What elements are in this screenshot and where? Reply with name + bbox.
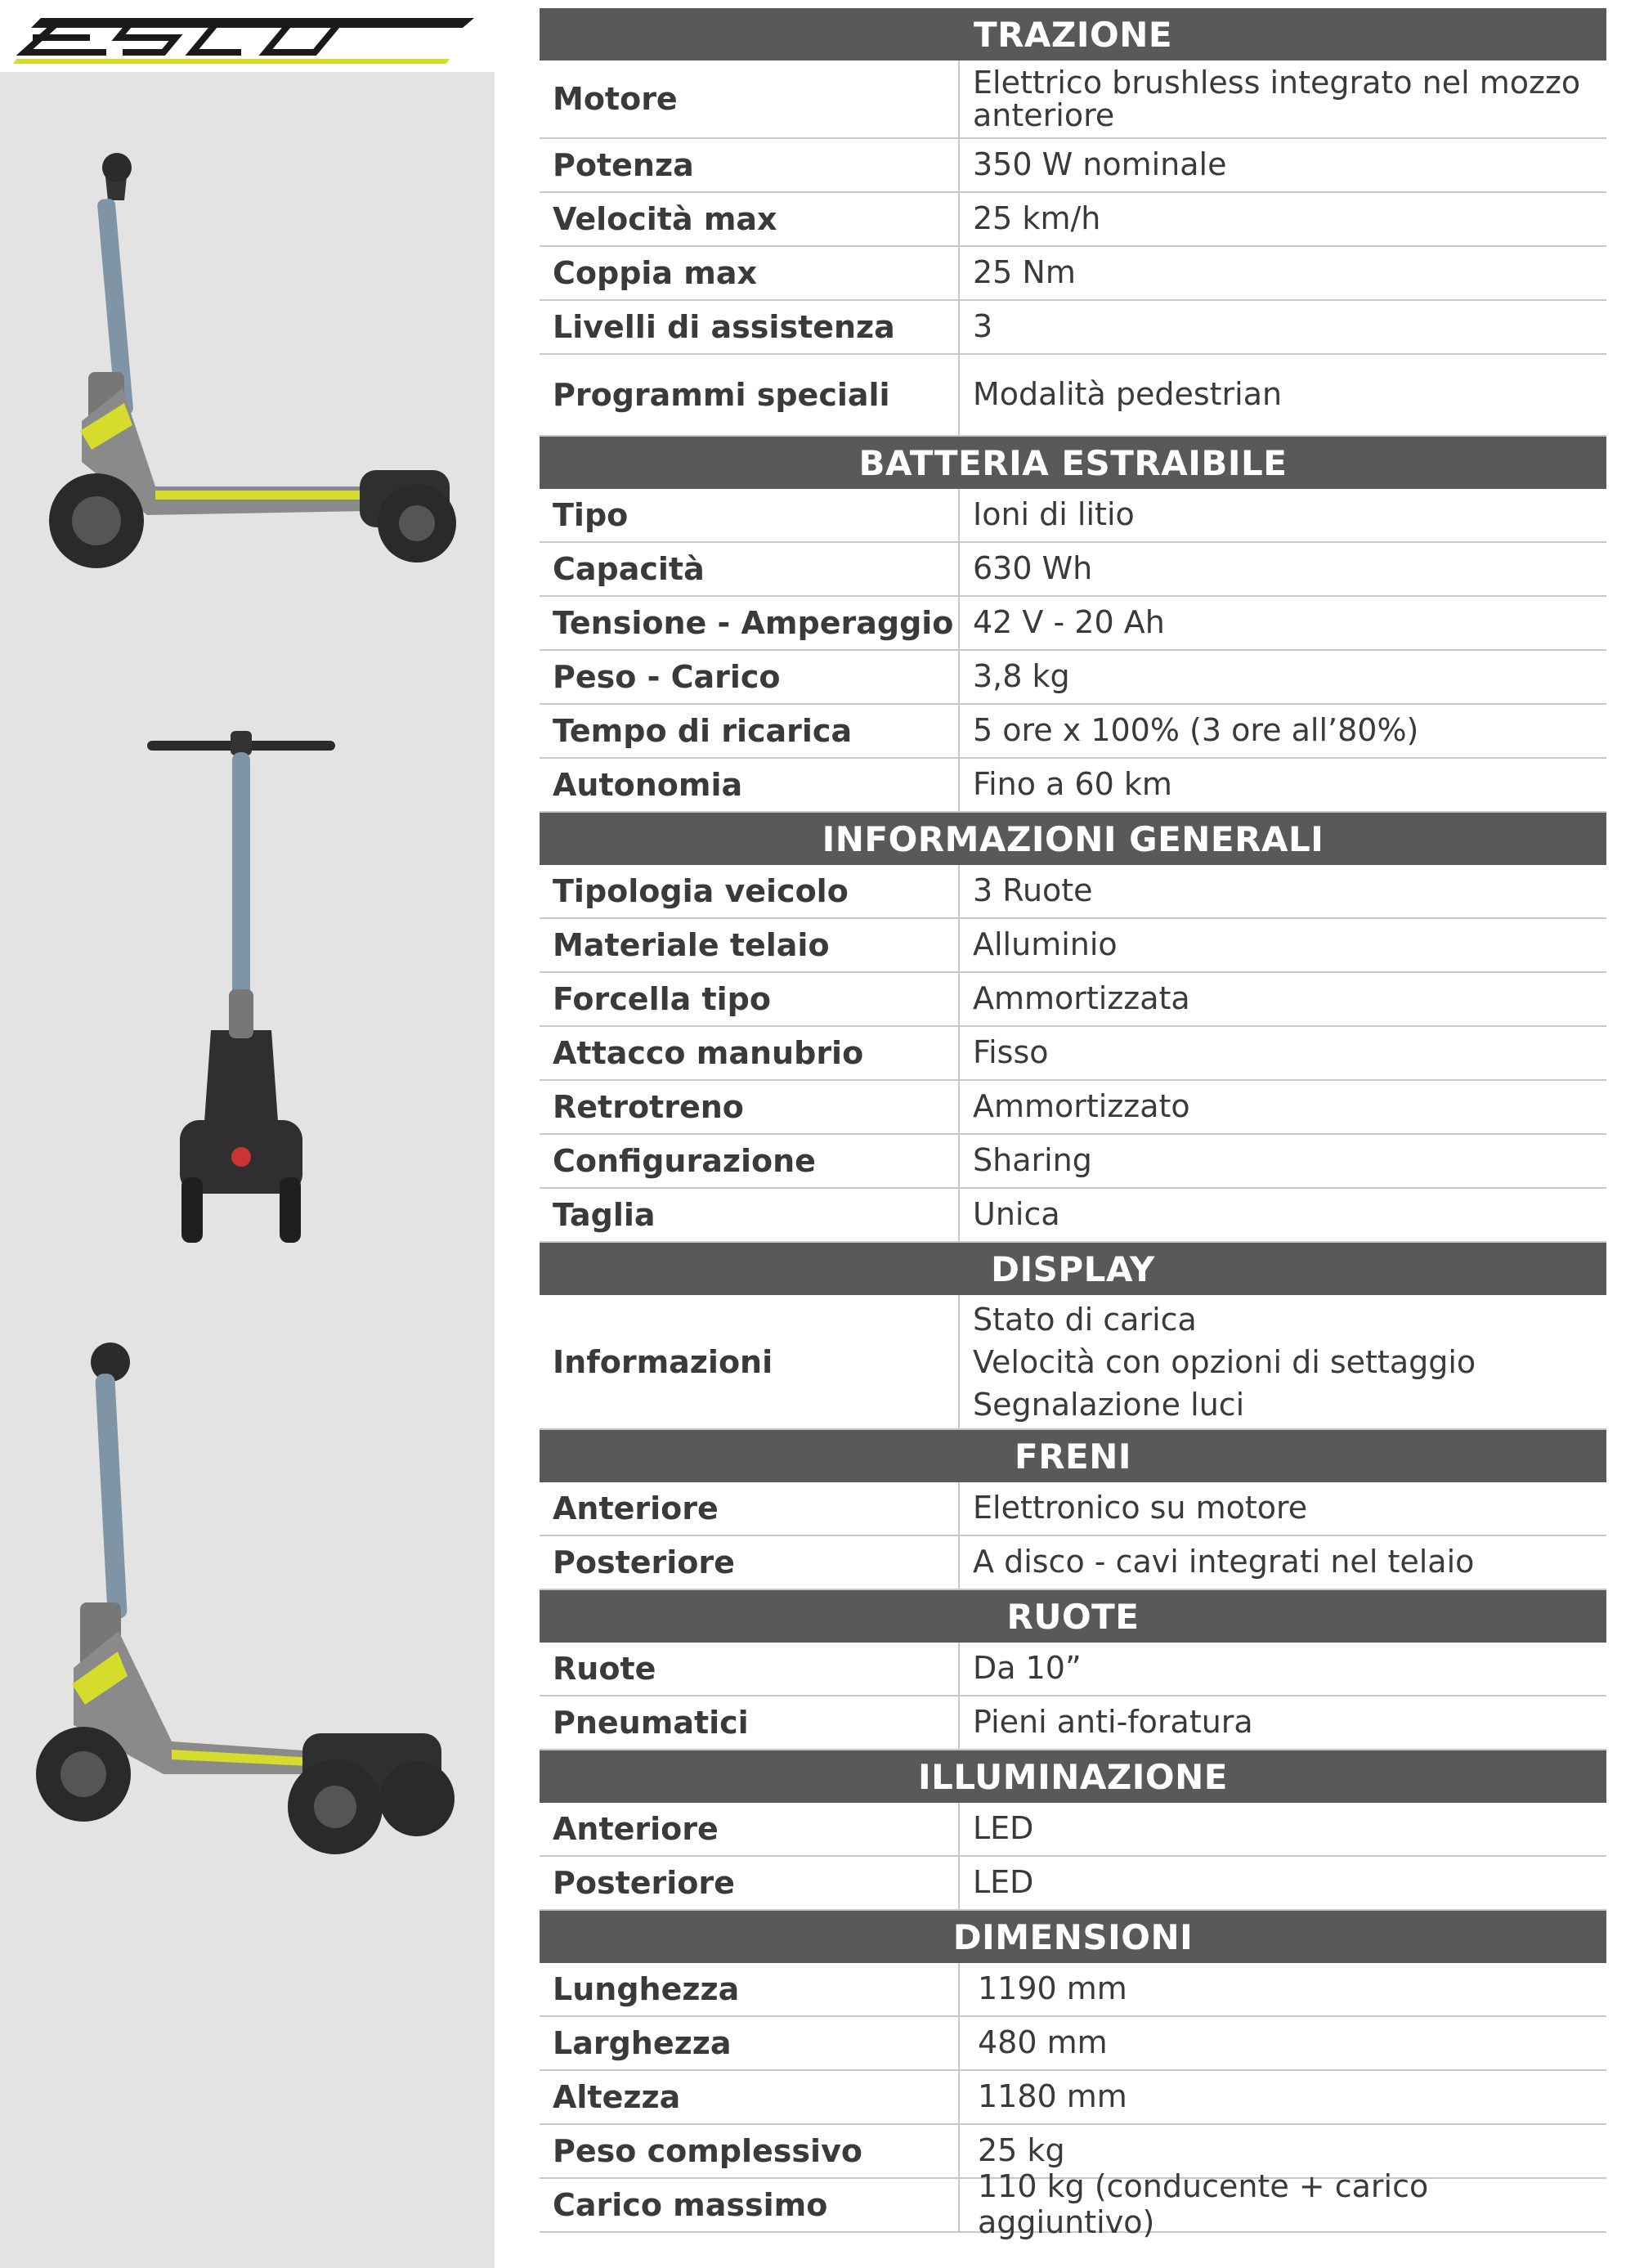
spec-row: [540, 865, 1606, 919]
spec-row: [540, 1697, 1606, 1750]
spec-value-line: Elettrico brushless integrato nel mozzo: [973, 65, 1581, 101]
spec-label: Attacco manubrio: [553, 1035, 864, 1071]
spec-row: [540, 1135, 1606, 1189]
spec-value: [973, 2168, 1598, 2240]
column-divider: [958, 759, 960, 811]
column-divider: [958, 919, 960, 971]
section-header-trazione: TRAZIONE: [540, 8, 1606, 61]
spec-value: [973, 1697, 1598, 1749]
spec-value: [973, 1027, 1598, 1079]
spec-label: Tempo di ricarica: [553, 713, 853, 749]
spec-label: Coppia max: [553, 255, 758, 291]
column-divider: [958, 1295, 960, 1428]
spec-value: [973, 973, 1598, 1025]
spec-label: Programmi speciali: [553, 377, 890, 413]
spec-value: [973, 543, 1598, 595]
column-divider: [958, 1697, 960, 1749]
spec-row: [540, 1963, 1606, 2017]
section-header-illuminazione: ILLUMINAZIONE: [540, 1750, 1606, 1803]
spec-row: [540, 2071, 1606, 2125]
spec-label: Peso complessivo: [553, 2133, 862, 2169]
column-divider: [958, 193, 960, 245]
column-divider: [958, 2179, 960, 2231]
spec-value-line: LED: [973, 1810, 1034, 1847]
section-header-ruote: RUOTE: [540, 1590, 1606, 1643]
spec-row: [540, 1189, 1606, 1243]
spec-row: [540, 2168, 1606, 2240]
column-divider: [958, 1135, 960, 1187]
spec-value-line: Fisso: [973, 1034, 1049, 1071]
spec-value-line: Sharing: [973, 1142, 1092, 1179]
spec-value-line: A disco - cavi integrati nel telaio: [973, 1544, 1475, 1580]
spec-value: [973, 651, 1598, 703]
spec-value-line: 630 Wh: [973, 550, 1093, 587]
spec-value: [973, 355, 1598, 435]
spec-value-line: 350 W nominale: [973, 146, 1227, 183]
spec-label: Posteriore: [553, 1544, 735, 1580]
spec-value: [973, 1643, 1598, 1695]
column-divider: [958, 1482, 960, 1535]
spec-label: Capacità: [553, 551, 705, 587]
section-header-batteria-estraibile: BATTERIA ESTRAIBILE: [540, 437, 1606, 489]
spec-value-line: LED: [973, 1864, 1034, 1901]
spec-value: [973, 1081, 1598, 1133]
spec-row: [540, 1081, 1606, 1135]
spec-row: [540, 973, 1606, 1027]
spec-value-line: Pieni anti-foratura: [973, 1704, 1253, 1741]
spec-label: Anteriore: [553, 1490, 719, 1526]
scooter-front-view-image: [139, 719, 352, 1251]
spec-label: Forcella tipo: [553, 981, 771, 1017]
spec-label: Lunghezza: [553, 1971, 740, 2007]
column-divider: [958, 1536, 960, 1589]
spec-value: [973, 759, 1598, 811]
column-divider: [958, 651, 960, 703]
spec-value-line: 3 Ruote: [973, 872, 1093, 909]
spec-value: [973, 865, 1598, 917]
spec-value-line: Stato di carica: [973, 1301, 1197, 1338]
spec-row: [540, 919, 1606, 973]
spec-value-line: Ioni di litio: [973, 496, 1135, 533]
spec-row: [540, 1482, 1606, 1536]
spec-row: [540, 759, 1606, 813]
spec-value-line: Modalità pedestrian: [973, 376, 1283, 413]
spec-value-line: 3: [973, 308, 993, 345]
spec-value: [973, 919, 1598, 971]
spec-value-line: Velocità con opzioni di settaggio: [973, 1343, 1476, 1380]
column-divider: [958, 973, 960, 1025]
spec-value-line: Da 10”: [973, 1650, 1082, 1687]
spec-label: Motore: [553, 81, 678, 117]
spec-value-line: Alluminio: [973, 926, 1118, 963]
spec-value: [973, 247, 1598, 299]
spec-row: [540, 1803, 1606, 1857]
column-divider: [958, 2125, 960, 2177]
spec-value-line: Unica: [973, 1196, 1060, 1233]
spec-value: [973, 1857, 1598, 1909]
column-divider: [958, 139, 960, 191]
column-divider: [958, 2017, 960, 2069]
spec-label: Tipo: [553, 497, 629, 533]
spec-value: [973, 1482, 1598, 1535]
spec-value-line: 480 mm: [978, 2024, 1108, 2061]
spec-label: Materiale telaio: [553, 927, 830, 963]
scooter-angled-view-image: [33, 1341, 466, 1864]
section-header-freni: FRENI: [540, 1430, 1606, 1482]
spec-value-line: anteriore: [973, 97, 1115, 133]
column-divider: [958, 1189, 960, 1241]
section-header-informazioni-generali: INFORMAZIONI GENERALI: [540, 813, 1606, 865]
spec-value: [973, 705, 1598, 757]
spec-row: [540, 651, 1606, 705]
spec-label: Pneumatici: [553, 1705, 749, 1741]
spec-value-line: 25 km/h: [973, 200, 1101, 237]
spec-value-line: Ammortizzato: [973, 1088, 1190, 1125]
spec-value-line: Segnalazione luci: [973, 1386, 1245, 1423]
column-divider: [958, 1081, 960, 1133]
spec-row: [540, 1857, 1606, 1911]
column-divider: [958, 865, 960, 917]
spec-row: [540, 705, 1606, 759]
logo-area: [0, 0, 495, 72]
spec-label: Potenza: [553, 147, 694, 183]
spec-value: [973, 139, 1598, 191]
column-divider: [958, 355, 960, 435]
column-divider: [958, 2071, 960, 2123]
spec-row: [540, 1536, 1606, 1590]
spec-value: [973, 2071, 1598, 2123]
spec-value-line: 3,8 kg: [973, 658, 1070, 695]
spec-label: Velocità max: [553, 201, 777, 237]
spec-label: Autonomia: [553, 767, 743, 803]
spec-row: [540, 1643, 1606, 1697]
column-divider: [958, 301, 960, 353]
spec-label: Tipologia veicolo: [553, 873, 849, 909]
spec-row: [540, 489, 1606, 543]
scooter-side-view-image: [33, 143, 466, 576]
spec-value: [973, 1189, 1598, 1241]
spec-value: [973, 1295, 1598, 1428]
spec-label: Retrotreno: [553, 1089, 744, 1125]
spec-value-line: Fino a 60 km: [973, 766, 1172, 803]
spec-row: [540, 193, 1606, 247]
column-divider: [958, 1857, 960, 1909]
column-divider: [958, 1803, 960, 1855]
spec-label: Altezza: [553, 2079, 681, 2115]
spec-row: [540, 61, 1606, 139]
spec-value-line: 1180 mm: [978, 2078, 1127, 2115]
spec-value-line: 42 V - 20 Ah: [973, 604, 1165, 641]
spec-label: Configurazione: [553, 1143, 816, 1179]
spec-label: Carico massimo: [553, 2187, 828, 2223]
spec-value: [973, 1536, 1598, 1589]
section-header-dimensioni: DIMENSIONI: [540, 1911, 1606, 1963]
spec-value: [973, 193, 1598, 245]
spec-value: [973, 301, 1598, 353]
product-image-panel: [0, 0, 495, 2268]
column-divider: [958, 1963, 960, 2015]
spec-value: [973, 1135, 1598, 1187]
spec-label: Larghezza: [553, 2025, 732, 2061]
spec-label: Taglia: [553, 1197, 656, 1233]
spec-row: [540, 543, 1606, 597]
spec-value-line: 25 kg: [978, 2132, 1065, 2169]
spec-value: [973, 1803, 1598, 1855]
spec-value: [973, 1963, 1598, 2015]
section-header-display: DISPLAY: [540, 1243, 1606, 1295]
column-divider: [958, 597, 960, 649]
spec-value-line: Elettronico su motore: [973, 1490, 1308, 1526]
spec-label: Livelli di assistenza: [553, 309, 895, 345]
spec-label: Tensione - Amperaggio: [553, 605, 954, 641]
spec-label: Ruote: [553, 1651, 656, 1687]
spec-row: [540, 2017, 1606, 2071]
spec-value-line: 1190 mm: [978, 1970, 1127, 2007]
column-divider: [958, 61, 960, 137]
spec-value: [973, 597, 1598, 649]
spec-value-line: 5 ore x 100% (3 ore all’80%): [973, 712, 1419, 749]
column-divider: [958, 543, 960, 595]
spec-row: [540, 597, 1606, 651]
spec-row: [540, 1295, 1606, 1430]
spec-value-line: 25 Nm: [973, 254, 1076, 291]
spec-value-line: Ammortizzata: [973, 980, 1190, 1017]
column-divider: [958, 705, 960, 757]
column-divider: [958, 489, 960, 541]
spec-label: Peso - Carico: [553, 659, 781, 695]
column-divider: [958, 1027, 960, 1079]
spec-row: [540, 139, 1606, 193]
spec-row: [540, 355, 1606, 437]
brand-logo: [8, 11, 482, 64]
spec-value: [973, 2017, 1598, 2069]
spec-label: Posteriore: [553, 1865, 735, 1901]
spec-value: [973, 61, 1598, 137]
spec-row: [540, 1027, 1606, 1081]
column-divider: [958, 247, 960, 299]
spec-label: Anteriore: [553, 1811, 719, 1847]
spec-row: [540, 301, 1606, 355]
column-divider: [958, 1643, 960, 1695]
spec-value-line: 110 kg (conducente + carico aggiuntivo): [978, 2168, 1429, 2240]
spec-label: Informazioni: [553, 1343, 773, 1380]
spec-row: [540, 247, 1606, 301]
spec-value: [973, 489, 1598, 541]
